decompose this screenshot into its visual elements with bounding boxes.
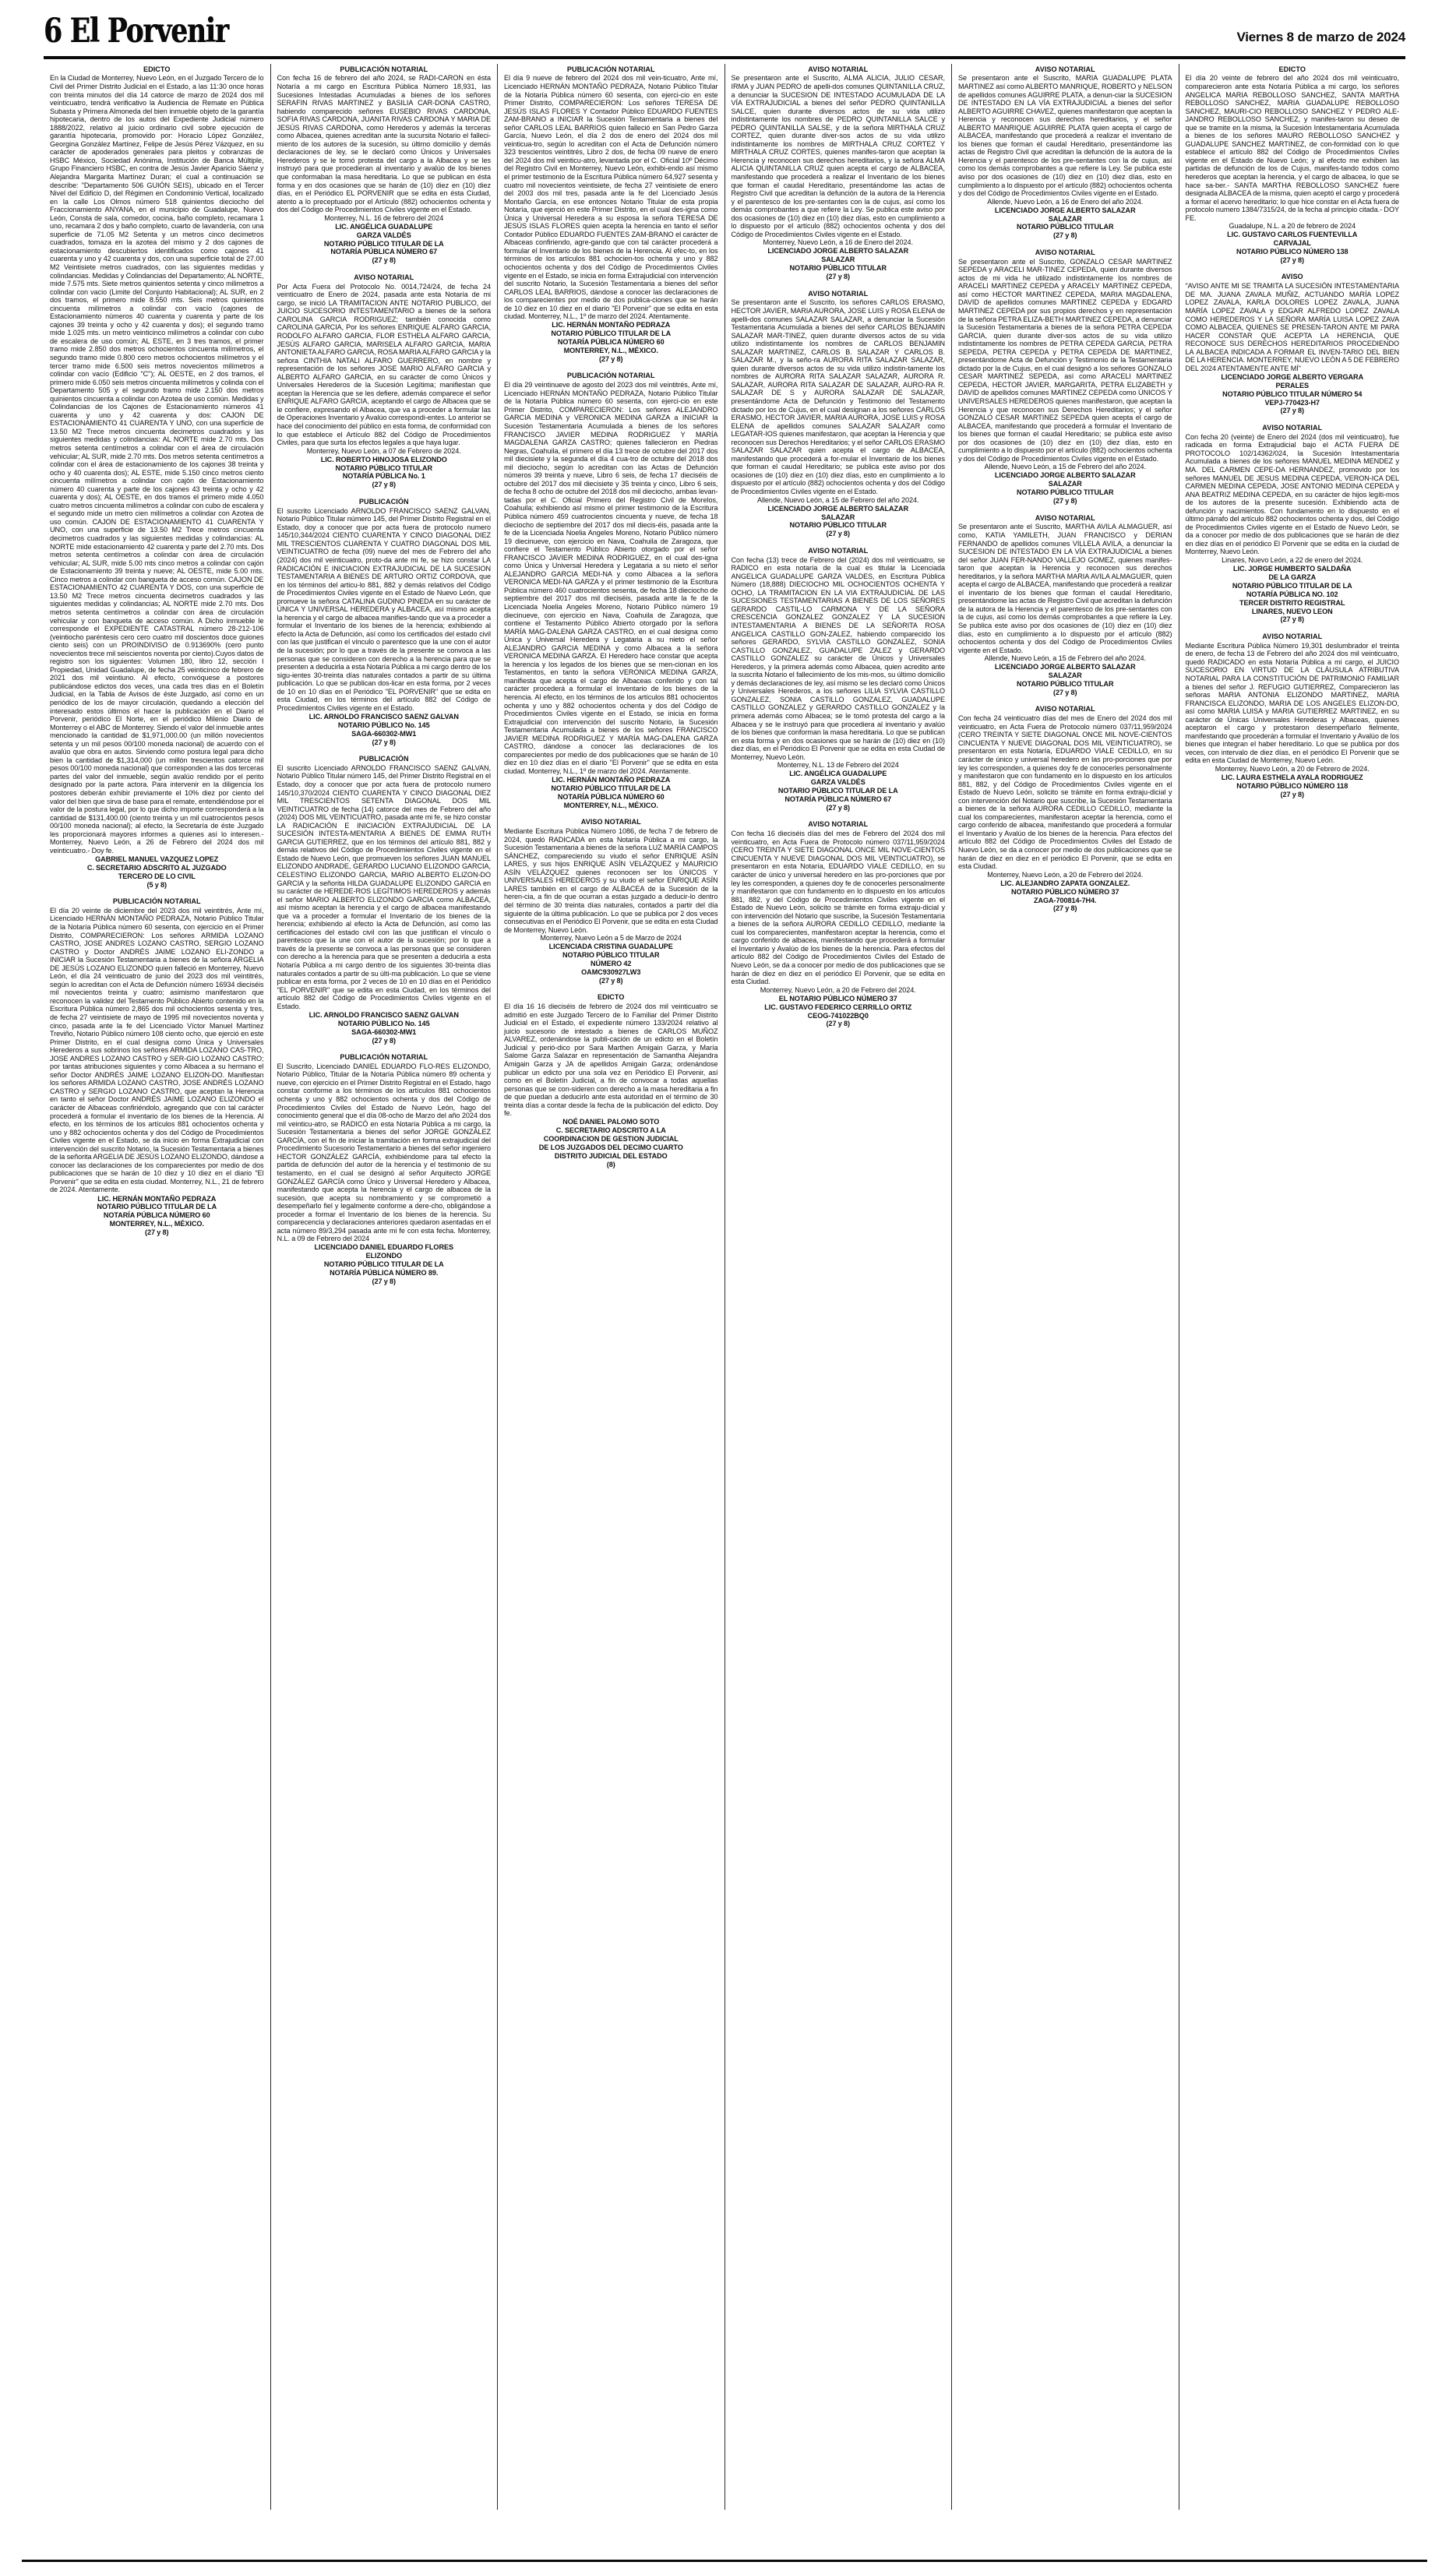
notice-dateline: Monterrey, Nuevo León, a 20 de Febrero del 2024. bbox=[760, 985, 916, 994]
notice-separator bbox=[504, 985, 718, 992]
notice-signature-block bbox=[1186, 231, 1400, 265]
signature-line: (27 y 8) bbox=[598, 354, 623, 363]
notice-body: Se presentaron ante el Suscrito, MARTHA AVILA ALMAGUER, así como, KATIA YAMILETH, JUAN FRANCISCO y DERIAN FERNANDO de apellidos comunes VILLELA AVILA, a denunciar la SUCESION DE INTESTADO EN LA VÍA EXTRAJUDICIAL a bienes del señor JUAN FER-NANDO VALLEJO GOMEZ, quienes manifes-taron que aceptan la Herencia y reconocen sus derechos hereditarios, y la señora MARTHA MARIA AVILA ALMAGUER, quien acepta el cargo de ALBACEA, manifestando que procederá a realizar el inventario de los bienes que forman el caudal Hereditario, presentándome las actas de Registro Civil que acreditan la defunción de la autora de la Herencia y el parentesco de los pre-sentantes con la de cujus, así como los demás comprobantes a que refiere la Ley. Se publica este aviso por dos ocasiones de (10) diez en (10) diez días, esto en cumplimiento a lo dispuesto por el artículo (882) ochocientos ochenta y dos del Código de Procedimientos Civiles vigente en el Estado. bbox=[958, 523, 1172, 654]
masthead-date: Viernes 8 de marzo de 2024 bbox=[1236, 30, 1405, 44]
notice-signature-block bbox=[277, 1010, 492, 1045]
signature-line: GARZA VALDÉS bbox=[356, 231, 411, 239]
notice-body: Con fecha 16 de febrero del año 2024, se RADI-CARON en ésta Notaría a mi cargo en Escritura Pública Número 18,931, las Sucesiones Intestadas Acumuladas a bienes de los señores SERAFIN RIVAS MARTINEZ y BASILIA CAR-DONA CASTRO, habiendo comparecido señores EUSEBIO RIVAS CARDONA, SOFIA RIVAS CARDONA, JUANITA RIVAS CARDONA Y MARIA DE JESÚS RIVAS CARDONA, como Herederos y además la terceras como Albacea, quienes acreditan ante la sucursita Notario el falleci-miento de los autores de la sucesión, su último domicilio y demás declaraciones de ley, se le declaró como Únicos y Universales Herederos y se le tomó protesta del cargo a la Albacea y se les instruyó para que procedieran al inventario y avalúo de los bienes que conformaban la masa hereditaria. Lo que se publican en ésta forma y en dos ocasiones que se harán de (10) diez en (10) diez días, en el Periódico EL PORVENIR que se edita en ésta Ciudad, atento a lo preceptuado por el Artículo (882) ochocientos ochenta y dos del Código de Procedimientos Civiles vigente en el Estado. bbox=[277, 74, 491, 214]
classified-column-body bbox=[50, 64, 264, 1244]
signature-line: (8) bbox=[606, 1160, 615, 1168]
notice-dateline: Monterrey, N.L. 13 de Febrero del 2024 bbox=[777, 761, 899, 770]
signature-line: NOTARIO PÚBLICO TITULAR DE LA bbox=[323, 1260, 444, 1269]
notice-signature-block bbox=[277, 1243, 492, 1286]
notice-separator bbox=[277, 747, 492, 754]
notice-heading: AVISO NOTARIAL bbox=[1035, 513, 1095, 522]
signature-line: NOTARIO PÚBLICO TITULAR bbox=[1016, 223, 1114, 231]
notice-signature-block bbox=[277, 222, 492, 265]
notice-dateline: Monterrey, Nuevo León a 5 de Marzo de 2024 bbox=[540, 934, 682, 943]
signature-line: (27 y 8) bbox=[1052, 904, 1077, 913]
signature-line: NOTARIO PÚBLICO TITULAR NÚMERO 54 bbox=[1222, 389, 1363, 398]
signature-line: NOTARIO PÚBLICO NÚMERO 118 bbox=[1236, 781, 1349, 790]
signature-line: (27 y 8) bbox=[826, 1020, 851, 1028]
signature-line: VEPJ-770423-H7 bbox=[1264, 398, 1320, 407]
signature-line: (27 y 8) bbox=[826, 803, 851, 812]
classified-column-body bbox=[732, 64, 946, 1035]
notice-signature-block bbox=[277, 712, 492, 746]
signature-line: NOTARIO PÚBLICO No. 145 bbox=[337, 1019, 430, 1027]
notice-heading: EDICTO bbox=[143, 65, 171, 73]
signature-line: NOTARIO PÚBLICO TITULAR bbox=[1016, 680, 1114, 689]
signature-line: MONTERREY, N.L., MÉXICO. bbox=[563, 801, 658, 809]
signature-line: (27 y 8) bbox=[372, 256, 397, 265]
notice-separator bbox=[732, 281, 946, 288]
notice-dateline: Monterrey, Nuevo León, a 20 de Febrero del 2024. bbox=[987, 870, 1144, 879]
notice-heading: PUBLICACIÓN NOTARIAL bbox=[340, 1052, 428, 1061]
signature-line: DISTRITO JUDICIAL DEL ESTADO bbox=[554, 1151, 668, 1160]
signature-line: (5 y 8) bbox=[146, 880, 167, 889]
signature-line: (27 y 8) bbox=[1052, 497, 1077, 506]
signature-line: LICENCIADO JORGE ALBERTO SALAZAR bbox=[994, 663, 1136, 671]
notice-heading: PUBLICACIÓN NOTARIAL bbox=[112, 897, 201, 905]
notice-body: El día 29 veintinueve de agosto del 2023 dos mil veintitrés, Ante mí, Licenciado HERNÁN MONTAÑO PEDRAZA, Notario Público Titular de la Notaría Pública número 60 sesenta, con ejerci-cio en este Primer Distrito, COMPARECIERON: Los señores ALEJANDRO GARCIA MEDINA y VERONICA MEDINA GARZA a INICIAR la Sucesión Testamentaria Acumulada a bienes de los señores FRANCISCO JAVIER MEDINA RODRIGUEZ Y MARÍA MAGDALENA GARZA CASTRO; quienes fallecieron en Piedras Negras, Coahuila, el primero el día 13 trece de octubre del 2017 dos mil diecisiete y la segunda el día 4 cua-tro de octubre del 2018 dos mil dieciocho, según lo acreditan con las Actas de Defunción números 39 treinta y nueve, Libro 6 seis, de fecha 17 dieciséis de octubre del 2017 dos mil diecisiete y 35 treinta y cinco, Libro 6 seis, de fecha 8 ocho de octubre del 2018 dos mil dieciocho, ambas levan-tadas por el C. Oficial Primero del Registro Civil de Morelos, Coahuila; exhibiendo así mismo el primer testimonio de la Escritura Pública número 459 cuatrocientos cincuenta y nueve, de fecha 18 dieciocho de septiembre del 2017 dos mil diecis-éis, pasada ante la fe de la Licenciada Noelia Angeles Moreno, Notario Público número 19 diecinueve, con ejercicio en Nava, Coahuila de Zaragoza, que confiere el Testamento Público Abierto otorgado por el señor FRANCISCO JAVIER MEDINA RODRIGUEZ, en el cual des-igna como Única y Universal Heredera y Legataria a su nieto el señor ALEJANDRO GARCIA MEDI-NA y como Albacea a la señora VERONICA MEDI-NA GARZA y el primer testimonio de la Escritura Pública número 460 cuatrocientos sesenta, de fecha 18 dieciocho de septiembre del 2017 dos mil dieciséis, pasada ante la fe de la Licenciada Noelia Angeles Moreno, Notario Público número 19 diecinueve, con ejercicio en Nava, Coahuila de Zaragoza, que contiene el Testamento Público Abierto otorgado por la señora MARÍA MAG-DALENA GARZA CASTRO, en el cual designa como Única y Universal Heredera y Legataria a su nieto el señor ALEJANDRO GARCIA MEDINA y como Albacea a la señora VERONICA MEDINA GARZA. El Heredero hace constar que acepta la herencia y los legados de los bienes que se men-cionan en los Testamentos, en tanto la señora VERONICA MEDINA GARZA, manifiesta que acepta el cargo de Albaceas conferido y con tal carácter procederá a formular el Inventario de los bienes de la herencia. Al efecto, en los términos de los artículos 881 ochocientos ochenta y uno y 882 ochocientos ochenta y dos del Código de Procedimientos Civiles vigente en el Estado, se inicia en forma Extrajudicial con intervención del suscrito Notario, la Sucesión Testamentaria Acumulada a bienes de los señores FRANCISCO JAVIER MEDINA RODRIGUEZ Y MARÍA MAG-DALENA GARZA CASTRO, dándose a conocer las declaraciones de los comparecientes por medio de dos publicaciones que se harán de 10 diez en 10 diez días en el diario "El Porvenir" que se edita en esta ciudad. Monterrey, N.L., 1º de marzo del 2024. Atentamente. bbox=[504, 381, 718, 775]
signature-line: SAGA-660302-MW1 bbox=[351, 1027, 417, 1036]
signature-line: (27 y 8) bbox=[1280, 407, 1305, 415]
signature-line: DE LA GARZA bbox=[1268, 573, 1317, 581]
notice-body: El día 16 16 dieciséis de febrero de 2024 dos mil veinticuatro se admitió en este Juzgado Tercero de lo Familiar del Primer Distrito Judicial en el Estado, el expediente número 133/2024 relativo al juicio sucesorio de intestado a bienes de CARLOS MUÑOZ ALVAREZ, ordenándose la publi-cación de un edicto en el Boletín Judicial y perió-dico por Sara Marthen Amigain Garza, y María Salome Garza Salazar en representación de Samantha Alejandra Amigain Garza y JA de apellidos Amigain Garza; ordenándose publicar un edicto por una sola vez en Periódico El Porvenir, así como en el Boletín Judicial, a fin de convocar a todas aquellas personas que se con-sideren con derecho a la masa hereditaria a fin de que puedan a deducirlo ante esta autoridad en el término de 30 treinta días a contar desde la fecha de la publicación del edicto. Doy fe. bbox=[504, 1003, 718, 1118]
signature-line: MONTERREY, N.L., MÉXICO. bbox=[109, 1220, 204, 1228]
signature-line: (27 y 8) bbox=[372, 1036, 397, 1045]
notice-body: Con fecha 24 veinticuatro días del mes de Enero del 2024 dos mil veinticuatro, en Acta Fuera de Protocolo número 037/11,959/2024 (CERO TREINTA Y SIETE DIAGONAL ONCE MIL NOVE-CIENTOS CINCUENTA Y NUEVE DIAGONAL DOS MIL VEINTICUATRO), se presentaron en esta Notaría, EDUARDO VIALE CEDILLO, en su carácter de único y universal heredero en las pro-porciones que por ley les corresponden, a quienes doy fe de conocerles personalmente y manifestaron que con fundamento en lo dispuesto en los artículos 881, 882, y del Código de Procedimientos Civiles vigente en el Estado de Nuevo León, solicito se trámite en forma extraju-dicial y con intervención del Notario que suscribe, la Sucesión Testamentaria a bienes de la señora AURORA CEDILLO CEDILLO, mediante la cual los comparecientes, manifestaron aceptar la herencia, como el cargo conferido de albacea, manifestando que procederá a formular el Inventario y Avalúo de los bienes de la herencia. Para efectos del artículo 882 del Código de Procedimientos Civiles del Estado de Nuevo León, se da a conocer por medio de dos publicaciones que se harán de diez en diez en el periódico El Porvenir, que se edita en esta Ciudad. bbox=[958, 714, 1172, 871]
notice-dateline: Allende, Nuevo León, a 15 de Febrero del año 2024. bbox=[984, 463, 1147, 471]
classified-column-6 bbox=[1179, 64, 1406, 2510]
notice-dateline: Monterrey, Nuevo León, a 07 de Febrero de 2024. bbox=[306, 446, 461, 455]
signature-line: LIC. JORGE HUMBERTO SALDAÑA bbox=[1233, 565, 1352, 573]
signature-line: DE LOS JUZGADOS DEL DECIMO CUARTO bbox=[538, 1144, 683, 1151]
notice-separator bbox=[277, 1286, 492, 1293]
notice-signature-block bbox=[958, 206, 1172, 240]
signature-line: NOTARIO PÚBLICO TITULAR DE LA bbox=[97, 1203, 217, 1211]
signature-line: (27 y 8) bbox=[372, 1277, 397, 1285]
notice-body: Con fecha 20 (veinte) de Enero del 2024 (dos mil veinticuatro), fue radicada en forma Extrajudicial bajo el ACTA FUERA DE PROTOCOLO 102/14362/024, la Sucesión Intestamentaria Acumulada a bienes de los señores MANUEL MEDINA MENDEZ y MA. DEL CARMEN CEPE-DA HERNANDEZ, promovido por los señores MANUEL DE JESUS MEDINA CEPEDA, VERON-ICA DEL CARMEN MEDINA CEPEDA, JOSE ANTONIO MEDINA CEPEDA y ANA BEATRIZ MEDINA CEPEDA, en su carácter de hijos legíti-mos de los autores de la presente sucesión. Exhibiendo acta de defunción y nacimientos. Con fundamento en lo dispuesto en el último párrafo del artículo 882 ochocientos ochenta y dos, del Código de Procedimientos Civiles vigente en el Estado de Nuevo León, se da a conocer por medio de dos publicaciones que se harán de diez en diez días en el periódico El Porvenir que se edita en la ciudad de Monterrey, Nuevo León. bbox=[1185, 432, 1399, 556]
notice-heading: AVISO NOTARIAL bbox=[808, 65, 869, 73]
signature-line: LIC. HERNÁN MONTAÑO PEDRAZA bbox=[97, 1194, 217, 1203]
classified-column-body bbox=[277, 64, 492, 1293]
signature-line: NOTARÍA PÚBLICA NÚMERO 60 bbox=[103, 1211, 210, 1220]
classified-column-body bbox=[504, 64, 718, 1176]
notice-heading: AVISO bbox=[1281, 273, 1303, 281]
signature-line: NOTARÍA PÚBLICA No. 1 bbox=[342, 472, 425, 481]
signature-line: NOTARIO PÚBLICO TITULAR DE LA bbox=[777, 787, 898, 795]
signature-line: LIC. LAURA ESTHELA AYALA RODRIGUEZ bbox=[1221, 774, 1363, 782]
signature-line: LICENCIADA CRISTINA GUADALUPE bbox=[548, 943, 673, 951]
signature-line: (27 y 8) bbox=[1052, 231, 1077, 240]
signature-line: GARZA VALDÉS bbox=[810, 778, 866, 787]
notice-separator bbox=[277, 265, 492, 272]
notice-heading: EDICTO bbox=[598, 993, 625, 1002]
notice-separator bbox=[958, 913, 1172, 920]
signature-line: COORDINACION DE GESTION JUDICIAL bbox=[543, 1135, 679, 1144]
notice-signature-block bbox=[504, 1118, 718, 1169]
notice-body: El suscrito Licenciado ARNOLDO FRANCISCO SAENZ GALVAN, Notario Público Titular número 145, del Primer Distrito Registral en el Estado, doy a conocer que por acta fuera de protocolo numero 145/10,370/2024 CIENTO CUARENTA Y CINCO DIAGONAL DIEZ MIL TRESCIENTOS SETENTA DIAGONAL DOS MIL VEINTICUATRO de fecha (14) catorce del mes de Febrero del año (2024) DOS MIL VEINTICUATRO, pasada ante mi fe, se hizo constar LA RADICACIÓN E INICIACIÓN EXTRAJUDICIAL DE LA SUCESIÓN INTESTA-MENTARIA A BIENES DE EMMA RUTH GARCIA GUTIERREZ, que en los términos del artículo 881, 882 y demás relativos del Código de Procedimientos Civiles vigente en el Estado de Nuevo León, que promueven los señores JUAN MANUEL ELIZONDO ANDRADE, GERARDO LUCIANO ELIZONDO GARCIA, CELESTINO ELIZONDO GARCIA, MARIO ALBERTO ELIZON-DO GARCIA y la señorita HILDA GUADALUPE ELIZONDO GARCIA en su carácter de HEREDE-ROS LEGÍTIMOS HEREDEROS y además el señor MARIO ALBERTO ELIZONDO GARCIA como ALBACEA, así mismo aceptan la herencia y el cargo de albacea manifestando que va a proceder a formular el Inventario de los bienes de la herencia; exhibiendo al efecto la Acta de Defunción, así como las certificaciones del estado civil con las que justifican el vínculo o parentesco que la une con el autor de la sucesión; por lo que a través de la presente se convoca a las personas que se consideren con derecho a la herencia para que se presenten a deducirla a esta Notaría Pública a mi cargo dentro de los siguientes 30-treinta días naturales contados a partir de su últi-ma publicación. Lo que se viene publicar en esta forma, por 2 veces de 10 en 10 días en el Periódico "EL PORVENIR" que se edita en esta Ciudad, en los términos del artículo 882 del Código de Procedimientos Civiles vigente en el Estado. bbox=[277, 763, 491, 1010]
signature-line: NOTARIO PÚBLICO NÚMERO 37 bbox=[1011, 887, 1119, 896]
signature-line: LICENCIADO JORGE ALBERTO SALAZAR bbox=[994, 471, 1136, 480]
signature-line: NOTARÍA PÚBLICA NÚMERO 89. bbox=[330, 1269, 439, 1277]
notice-separator bbox=[1186, 265, 1400, 272]
notice-heading: AVISO NOTARIAL bbox=[1035, 65, 1095, 73]
signature-line: SAGA-660302-MW1 bbox=[351, 729, 417, 738]
notice-separator bbox=[277, 1045, 492, 1052]
signature-line: (27 y 8) bbox=[372, 738, 397, 746]
signature-line: (27 y 8) bbox=[598, 976, 623, 985]
notice-dateline: Monterrey, Nuevo León, a 20 de Febrero de 2024. bbox=[1215, 764, 1370, 773]
notice-body: Se presentaron ante el Suscrito, ALMA ALICIA, JULIO CESAR, IRMA y JUAN PEDRO de apelli-dos comunes QUINTANILLA CRUZ, a denunciar la SUCESION DE INTESTADO ACUMULADA DE LA VÍA EXTRAJUDICIAL a bienes del señor PEDRO QUINTANILLA SALCE, quien durante diversos actos de su vida utilizo indistintamente los nombres de PEDRO QUINTANILLA SALCE y PEDRO QUINTANILLA SALSE, y de la señora MIRTHALA CRUZ CORTEZ, quien durante diver-sos actos de su vida utilizo indistintamente los nombres de MIRTHALA CRUZ CORTEZ Y MIRTHALA CRUZ CORTES, quienes manifes-taron que aceptan la Herencia y reconocen sus derechos hereditarios, y la señora ALMA ALICIA QUINTANILLA CRUZ quien acepta el cargo de ALBACEA, manifestando que procederá a realizar el Inventario de los bienes que forman el caudal Hereditario, presentándome las actas de Registro Civil que acreditan la defunción de la autora de la Herencia y el parentesco de los pre-sentantes con la de cujus, así como los demás comprobantes a que refiere la Ley. Se publica este aviso por dos ocasiones de (10) diez en (10) diez días, esto en cumplimiento a lo dispuesto por el artículo (882) ochocientos ochenta y dos del Código de Procedimientos Civiles vigente en el Estado. bbox=[731, 74, 945, 238]
notice-separator bbox=[504, 810, 718, 817]
notice-heading: PUBLICACIÓN NOTARIAL bbox=[566, 372, 655, 380]
notice-heading: PUBLICACIÓN bbox=[358, 755, 409, 763]
masthead-rule bbox=[44, 56, 1405, 59]
classified-column-body bbox=[958, 64, 1172, 920]
notice-heading: PUBLICACIÓN bbox=[358, 497, 409, 506]
signature-line: (27 y 8) bbox=[826, 273, 851, 281]
masthead bbox=[22, 0, 1427, 51]
signature-line: SALAZAR bbox=[1048, 671, 1082, 680]
signature-line: NOTARIO PÚBLICO TITULAR bbox=[1016, 488, 1114, 497]
notice-dateline: Linares, Nuevo León, a 22 de enero del 2024. bbox=[1222, 555, 1363, 564]
notice-body: Mediante Escritura Pública Número 19,301 deslumbrador el treinta de enero, de fecha 13 de Febrero del año 2024 dos mil veinticuatro, quedó RADICADO en esta Notaría Pública a mi cargo, el JUICIO SUCESORIO EN VIRTUD DE LA CLÁUSULA ATRIBUTIVA NOTARIAL PARA LA CONSTITUCIÓN DE PATRIMONIO FAMILIAR a bienes del señor J. REFUGIO GUTIERREZ, Comparecieron las señoras MARIA ANTONIA ELIZONDO MARTINEZ, MARIA FRANCISCA ELIZONDO, MARIA DE LOS ANGELES ELIZON-DO, así como MARIA LUISA y MARIA GUTIERREZ MARTINEZ, en su carácter de Únicas Universales Herederas y Albaceas, quienes aceptaron el cargo y protestaron desempeñarlo fielmente, manifestando que procederán a formular el Inventario y Avalúo de los bienes que integran el haber hereditario. Lo que se publica por dos veces, con intervalo de diez días, en el periódico El Porvenir que se edita en esta Ciudad de Monterrey, Nuevo León. bbox=[1185, 641, 1399, 765]
signature-line: LIC. ROBERTO HINOJOSA ELIZONDO bbox=[320, 455, 447, 463]
classified-column-body bbox=[1186, 64, 1400, 806]
classified-column-1 bbox=[44, 64, 270, 2510]
signature-line: EL NOTARIO PÚBLICO NÚMERO 37 bbox=[778, 994, 897, 1003]
signature-line: (27 y 8) bbox=[1280, 615, 1305, 624]
notice-signature-block bbox=[504, 776, 718, 810]
notice-signature-block bbox=[277, 455, 492, 489]
notice-heading: AVISO NOTARIAL bbox=[1035, 248, 1095, 256]
signature-line: CARVAJAL bbox=[1273, 239, 1311, 248]
signature-line: NOTARIO PÚBLICO NÚMERO 138 bbox=[1236, 248, 1349, 256]
signature-line: LIC. GUSTAVO CARLOS FUENTEVILLA bbox=[1227, 231, 1358, 239]
notice-signature-block bbox=[504, 321, 718, 364]
classified-column-2 bbox=[270, 64, 498, 2510]
signature-line: SALAZAR bbox=[821, 513, 855, 521]
signature-line: TERCER DISTRITO REGISTRAL bbox=[1239, 598, 1345, 607]
notice-body: Con fecha 16 dieciséis días del mes de Febrero del 2024 dos mil veinticuatro, en Acta Fuera de Protocolo número 037/11,959/2024 (CERO TREINTA Y SIETE DIAGONAL ONCE MIL NOVE-CIENTOS CINCUENTA Y NUEVE DIAGONAL DOS MIL VEINTICUATRO), se presentaron en esta Notaría, EDUARDO VIALE CEDILLO, en su carácter de único y universal heredero en las pro-porciones que por ley les corresponden, a quienes doy fe de conocerles personalmente y manifestaron que con fundamento en lo dispuesto en los artículos 881, 882, y del Código de Procedimientos Civiles vigente en el Estado de Nuevo León, solicito se trámite en forma extraju-dicial y con intervención del Notario que suscribe, la Sucesión Testamentaria a bienes de la señora AURORA CEDILLO CEDILLO, mediante la cual los comparecientes, manifestaron aceptar la herencia, como el cargo conferido de albacea, manifestando que procederá a formular el Inventario y Avalúo de los bienes de la herencia. Para efectos del artículo 882 del Código de Procedimientos Civiles del Estado de Nuevo León, se da a conocer por medio de dos publicaciones que se harán de diez en diez en el periódico El Porvenir, que se edita en esta Ciudad. bbox=[731, 830, 945, 986]
signature-line: NOTARIO PÚBLICO TITULAR DE LA bbox=[323, 239, 444, 248]
notice-separator bbox=[958, 506, 1172, 513]
signature-line: OAMC930927LW3 bbox=[581, 967, 641, 976]
signature-line: LICENCIADO JORGE ALBERTO SALAZAR bbox=[767, 504, 909, 513]
signature-line: MONTERREY, N.L., MÉXICO. bbox=[563, 347, 658, 355]
signature-line: SALAZAR bbox=[1048, 480, 1082, 488]
notice-heading: PUBLICACIÓN NOTARIAL bbox=[566, 65, 655, 73]
signature-line: PERALES bbox=[1275, 381, 1310, 389]
notice-heading: AVISO NOTARIAL bbox=[808, 546, 869, 555]
notice-separator bbox=[732, 812, 946, 819]
signature-line: NOTARÍA PÚBLICA NÚMERO 60 bbox=[557, 338, 665, 347]
notice-dateline: Monterrey, Nuevo León, a 16 de Enero del 2024. bbox=[763, 238, 914, 247]
signature-line: LIC. ANGÉLICA GUADALUPE bbox=[789, 770, 887, 778]
signature-line: SALAZAR bbox=[821, 255, 855, 264]
signature-line: C. SECRETARIO ADSCRITO A LA bbox=[555, 1126, 666, 1135]
signature-line: LIC. ARNOLDO FRANCISCO SAENZ GALVAN bbox=[308, 712, 459, 721]
notice-heading: AVISO NOTARIAL bbox=[580, 818, 641, 826]
notice-signature-block bbox=[50, 855, 264, 889]
notice-signature-block bbox=[958, 471, 1172, 506]
signature-line: NOTARIO PÚBLICO TITULAR DE LA bbox=[551, 784, 672, 792]
masthead-title: 6 El Porvenir bbox=[44, 12, 228, 51]
signature-line: NOTARIO PÚBLICO TITULAR bbox=[562, 951, 660, 960]
notice-dateline: Allende, Nuevo León, a 15 de Febrero del año 2024. bbox=[756, 495, 919, 504]
notice-heading: EDICTO bbox=[1278, 65, 1306, 73]
signature-line: NOÉ DANIEL PALOMO SOTO bbox=[562, 1118, 660, 1126]
notice-heading: AVISO NOTARIAL bbox=[354, 273, 414, 281]
signature-line: LICENCIADO DANIEL EDUARDO FLORES bbox=[314, 1243, 453, 1252]
notice-signature-block bbox=[1186, 372, 1400, 415]
signature-line: (27 y 8) bbox=[826, 530, 851, 538]
notice-body: Se presentaron ante el Suscrito, GONZALO CESAR MARTINEZ SEPEDA y ARACELI MAR-TINEZ CEPEDA, quien durante diversos actos de mi vida he utilizado indistintamente los nombres de ARACELI MARTINEZ CEPEDA y ARACELY MARTINEZ CEPEDA, así como HECTOR MARTINEZ CEPEDA, MARIA MAGDALENA, DAVID de apellidos comunes MARTINEZ CEPEDA y EDGARD MARTINEZ CEPEDA por sus propios derechos y en representación de la señora PETRA ELIZA-BETH MARTINEZ CEPEDA, a denunciar la Sucesión Testamentaria a bienes de la señora PETRA CEPEDA GARCIA, quien durante diver-sos actos de su vida utilizo indistintamente los nombres de PETRA CEPEDA GARCIA, PETRA SEPEDA, PETRA CEPEDA y PETRA CEPEDA DE MARTINEZ, presentándome Acta de Defunción y Testimonio de la Testamentaria dictado por la de Cujus, en el cual designó a los señores GONZALO CESAR MARTINEZ SEPEDA, así como ARACELI MARTINEZ CEPEDA, HECTOR JAVIER, MARGARITA, PETRA ELIZABETH y DAVID de apellidos comunes MARTINEZ CEPEDA como ÚNICOS Y UNIVERSALES HEREDEROS quienes manifestaron, que aceptan la Herencia y que reconocen sus Derechos Hereditarios; y el señor GONZALO CESAR MARTINEZ SEPEDA quien acepta el cargo de ALBACEA, manifestando que procederá a formular el Inventario de los bienes que forman el caudal Hereditario; se publica este aviso por dos ocasiones de (10) diez en (10) diez días, esto en cumplimiento a lo dispuesto por el artículo (882) ochocientos ochenta y dos del Código de Procedimientos Civiles vigente en el Estado. bbox=[958, 257, 1172, 463]
notice-separator bbox=[958, 697, 1172, 704]
notice-body: "AVISO ANTE MI SE TRAMITA LA SUCESIÓN INTESTAMENTARIA DE MA. JUANA ZAVALA MUÑIZ, ACTUANDO MARÍA LOPEZ LOPEZ ZAVALA, KARLA DOLORES LOPEZ ZAVALA, JUANA MARÍA LOPEZ ZAVALA y EDGAR ALFREDO LOPEZ ZAVALA COMO HEREDEROS Y LA SEÑORA MARÍA LUISA LOPEZ ZAVA COMO ALBACEA, QUIENES SE PRESEN-TARON ANTE MI PARA HACER CONSTAR QUE ACEPTA LA HERENCIA, QUE RECONOCE SUS DERECHOS HEREDITARIOS PROCEDIENDO LA ALBACEA INDICADA A FORMAR EL INVEN-TARIO DEL BIEN DE LA HERENCIA. MONTERREY, NUEVO LEÓN A 5 DE FEBRERO DEL 2024 ATENTAMENTE ANTE MÍ" bbox=[1185, 282, 1399, 372]
signature-line: ZAGA-700814-7H4. bbox=[1033, 896, 1097, 904]
notice-body: En la Ciudad de Monterrey, Nuevo León, en el Juzgado Tercero de lo Civil del Primer Distrito Judicial en el Estado, a las 11:30 once horas con treinta minutos del día 14 catorce de marzo de 2024 dos mil veinticuatro, tendrá verificativo la Audiencia de Remate en Pública Subasta y Primera Almoneda del bien inmueble objeto de la garantía hipotecaria, dentro de los autos del Expediente Judicial número 1888/2022, relativo al juicio ordinario civil sobre ejecución de garantía hipotecaria, promovido por: Horacio López González, Georgina González Martínez, Felipe de Jesús Pérez Vázquez, en su carácter de apoderados generales para pleitos y cobranzas de HSBC México, Sociedad Anónima, Institución de Banca Múltiple, Grupo Financiero HSBC, en contra de Jesús Javier Aparicio Sáenz y Alejandra Margarita Martínez Duran; el cual a continuación se describe: "Departamento 506 GUIÓN SEIS), ubicado en el Tercer Nivel del Edificio D, del Régimen en Condominio Vertical, localizado en la calle Los Olmos número 518 quinientos dieciocho del Fraccionamiento ANYANA, en el municipio de Guadalupe, Nuevo León, Consta de sala, comedor, cocina, baño completo, recamara 1 uno, recamara 2 dos y baño completo, cuarto de lavandería, con una superficie de 71.05 M2 Setenta y un metros cinco decimetros cuadrados, tomaza en la azotea del mismo y 2 dos cajones de estacionamiento descubiertos identificados como cajones 41 cuarenta y uno y 42 cuarenta y dos, con una superficie total de 27.00 M2 Veintisiete metros cuadrados, con las siguientes medidas y colindancias. Medidas y Colindancias del Departamento; AL NORTE, mide 7.575 mts. Siete metros quinientos setenta y cinco milimetros a colindar con vacio (Limite del Conjunto Habitacional); AL SUR, en 2 dos tramos, el primero mide 8.550 mts. Seis metros quinientos cincuenta milímetros a colindar con vacío (cajones de Estacionamiento números 40 cuarenta y cuarenta y parte de los cajones 39 treinta y ocho y 42 cuarenta y dos); el segundo tramo mide 1.025 mts. un metro veinticinco milímetros a colindar con cubo de escalera de uso común; AL ESTE, en 3 tres tramos, el primer tramo mide 2.850 dos metros ochocientos cincuenta milímetros, el segundo tramo mide 0.800 cero metros ochocientos milímetros y el tercer tramo mide 6.500 seis metros novecientos milímetros a colindar con vacío (Edificio "C"); AL OESTE, en 2 dos tramos, el primero mide 6.050 seis metros cincuenta milímetros y colinda con el Departamento 505 y el segundo tramo mide 2.150 dos metros quinientos cincuenta a colindar con Azotea de uso común. Medidas y Colindancias de los Cajones de Estacionamiento números 41 cuarenta y uno y 42 cuarenta y dos: CAJON DE ESTACIONAMIENTO 41 CUARENTA Y UNO, con una superficie de 13.50 M2 Trece metros cincuenta decimetros cuadrados y las siguientes medidas y colindancias: AL NORTE mide 2.70 mts. Dos metros setenta centímetros a colindar con el área de circulación vehicular; AL SUR, mide 2.70 mts. Dos metros setenta centímetros a colindar con el área de estacionamiento de los cajones 38 treinta y ocho y 40 cuarenta dos); AL ESTE, mide 5.150 cinco metros ciento cincuenta milímetros a colindar con cajón de Estacionamiento número 40 cuarenta y parte de los cajones 43 treinta y ocho y 42 cuarenta y dos); AL OESTE, en dos tramos el primero mide 4.050 cuatro metros cincuenta milímetros a colindar con cubo de escalera y el segundo mide un metro cien milímetros a colindar con Azotea de uso común. CAJON DE ESTACIONAMIENTO 41 CUARENTA Y UNO, con una superficie de 13.50 M2 Trece metros cincuenta decimetros cuadrados y las siguientes medidas y colindancias: AL NORTE mide estacionamiento 42 cuarenta y parte del 2.70 mts. Dos metros setenta centímetros a colindar con área de circulación vehicular; AL SUR, mide 5.00 mts cinco metros a colindar con cajón de Estacionamiento 39 treinta y nueve; AL OESTE, mide 5.00 mts. Cinco metros a colindar con banqueta de acceso común. CAJON DE ESTACIONAMIENTO 42 CUARENTA Y DOS, con una superficie de 13.50 M2 Trece metros cincuenta decimetros cuadrados y las siguientes medidas y colindancias; AL NORTE mide 2.70 mts. Dos metros setenta centímetros a colindar con área de circulación vehicular y con banqueta de acceso común. A Dicho inmueble le corresponde el EXPEDIENTE CATASTRAL número 28-212-106 (veintiocho paréntesis cero cero cuatro mil doscientos doce guiones ciento seis) con un PROINDIVISO de 0.913690% (cero punto novecientos trece mil seiscientos noventa por ciento).Cuyos datos de registro son los siguientes: Volumen 180, libro 12, sección I Propiedad, Unidad Guadalupe, de fecha 25 veinticinco de febrero de 2021 dos mil veintiuno. Al efecto, convóquese a postores publicándose edictos dos veces, una cada tres dias en el Boletín Judicial, en la Tabla de Avisos de éste Juzgado, así como en un periódico de los de mayor circulación, quedando a elección del interesado estos últimos el hacer la publicación en el Diario el Porvenir, periódico El Norte, en el periódico Milenio Diario de Monterrey o el ABC de Monterrey. Siendo el valor del inmueble antes mencionado la cantidad de $1,971,000.00 (un millón novecientos setenta y un mil pesos 00/100 moneda nacional) de acuerdo con el avalúo que obra en autos. Sirviendo como postura legal para dicho bien la cantidad de $1,314,000 (un millón trescientos catorce mil pesos 00/100 moneda nacional) que corresponden a las dos terceras partes del valor del inmueble, según avalúo rendido por el perito designado por la parte actora. Para intervenir en la diligencia los postores deberán exhibir previamente el 10% diez por ciento del valor del bien que sirva de base para el remate, entendiéndose por el valor de la postura legal, por lo que dicho importe corresponderá a la cantidad de $131,400.00 (ciento treinta y un mil cuatrocientos pesos 00/100 moneda nacional); al efecto, la Secretaría de éste Juzgado les proporcionará mayores informes a quienes así lo interesen.-Monterrey, Nuevo León, a 26 de Febrero del 2024 dos mil veinticuatro.- Doy fe. bbox=[50, 74, 264, 855]
notice-separator bbox=[732, 538, 946, 545]
notice-signature-block bbox=[732, 994, 946, 1028]
notice-heading: AVISO NOTARIAL bbox=[1262, 632, 1323, 640]
notice-separator bbox=[504, 1169, 718, 1176]
notice-signature-block bbox=[958, 663, 1172, 697]
notice-signature-block bbox=[50, 1194, 264, 1237]
notice-signature-block bbox=[732, 770, 946, 812]
signature-line: GABRIEL MANUEL VAZQUEZ LOPEZ bbox=[95, 855, 219, 863]
signature-line: TERCERO DE LO CIVIL bbox=[118, 872, 196, 880]
notice-separator bbox=[732, 1028, 946, 1035]
signature-line: NOTARIO PÚBLICO TITULAR bbox=[789, 264, 887, 273]
signature-line: (27 y 8) bbox=[1280, 256, 1305, 265]
signature-line: LIC. GUSTAVO FEDERICO CERRILLO ORTIZ bbox=[764, 1003, 912, 1011]
signature-line: C. SECRETARIO ADSCRITO AL JUZGADO bbox=[86, 863, 227, 872]
notice-separator bbox=[277, 489, 492, 496]
signature-line: (27 y 8) bbox=[372, 481, 397, 489]
notice-signature-block bbox=[958, 879, 1172, 913]
notice-dateline: Guadalupe, N.L. a 20 de febrero de 2024 bbox=[1229, 222, 1356, 231]
notice-dateline: Monterrey, N.L. 16 de febrero del 2024 bbox=[324, 213, 444, 222]
notice-signature-block bbox=[732, 504, 946, 538]
signature-line: LICENCIADO JORGE ALBERTO SALAZAR bbox=[767, 247, 909, 255]
signature-line: LIC. HERNÁN MONTAÑO PEDRAZA bbox=[552, 776, 671, 784]
signature-line: LIC. ANGÉLICA GUADALUPE bbox=[335, 222, 433, 231]
signature-line: NOTARÍA PÚBLICA NÚMERO 60 bbox=[557, 792, 665, 801]
signature-line: SALAZAR bbox=[1048, 214, 1082, 223]
signature-line: (27 y 8) bbox=[1052, 688, 1077, 696]
signature-line: LICENCIADO JORGE ALBERTO SALAZAR bbox=[994, 206, 1136, 214]
signature-line: LIC. ALEJANDRO ZAPATA GONZALEZ. bbox=[1000, 879, 1130, 887]
notice-signature-block bbox=[1186, 774, 1400, 799]
signature-line: NOTARÍA PÚBLICA NÚMERO 67 bbox=[784, 795, 892, 804]
notice-separator bbox=[1186, 624, 1400, 631]
notice-heading: PUBLICACIÓN NOTARIAL bbox=[340, 65, 428, 73]
notice-heading: AVISO NOTARIAL bbox=[808, 289, 869, 298]
notice-separator bbox=[504, 364, 718, 371]
notice-body: El día 20 veinte de diciembre del 2023 dos mil veintitrés, Ante mí, Licenciado HERNÁN MONTAÑO PEDRAZA, Notario Público Titular de la Notaría Pública número 60 sesenta, con ejercicio en el Primer Distrito, COMPARECIERON: Los señores ARMIDA LOZANO CASTRO, JOSE ANDRES LOZANO CASTRO, SERGIO LOZANO CASTRO y Doctor ANDRÉS JAIME LOZANO ELI-ZONDO a INICIAR la Sucesión Testamentaria a bienes de la señora ARGELIA DE JESÚS LOZANO ELIZONDO quien falleció en Monterrey, Nuevo León, el día 24 veinticuatro de junio del 2023 dos mil veintitrés, según lo acreditan con el Acta de Defunción número 16934 dieciséis mil novecientos treinta y cuatro; asimismo manifestaron que reconocen la validez del Testamento Público Abierto contenido en la Escritura Pública número 2,865 dos mil ochocientos sesenta y tres, de fecha 27 veintisiete de mayo de 1995 mil novecientos noventa y cinco, pasada ante la fe del Licenciado Víctor Manuel Martínez Treviño, Notario Público número 108 ciento ocho, que ejerció en este Primer Distrito, en el cual designa como Única y Universales Herederos a sus sobrinos los señores ARMIDA LOZANO CAS-TRO, JOSE ANDRES LOZANO CASTRO y SER-GIO LOZANO CASTRO; por tantas atribuciones siguientes y como Albacea a su hermano el señor Doctor ANDRÉS JAIME LOZANO ELIZON-DO. Manifiestan los señores ARMIDA LOZANO CASTRO, JOSE ANDRÉS LOZANO CASTRO y SERGIO LOZANO CASTRO, que aceptan la Herencia en tanto el señor Doctor ANDRÉS JAIME LOZANO ELIZONDO el carácter de Albaceas confiriéndolo, agregando que con tal carácter procederá a formular el inventario de los bienes de la Herencia. Al efecto, en los términos de los artículos 881 ochocientos ochenta y uno y 882 ochocientos ochenta y dos del Código de Procedimientos Civiles vigente en el Estado, se da inicio en forma Extrajudicial con intervención del suscrito Notario, la Sucesión Testamentaria a bienes de la señorita ARGELIA DE JESÚS LOZANO ELIZONDO, dándose a conocer las declaraciones de los comparecientes por medio de dos publicaciones que se harán de 10 diez y 10 diez en el diario "El Porvenir" que se edita en esta ciudad. Monterrey, N.L., 21 de febrero de 2024. Atentamente. bbox=[50, 906, 264, 1194]
notice-body: El suscrito Licenciado ARNOLDO FRANCISCO SAENZ GALVAN, Notario Público Titular número 145, del Primer Distrito Registral en el Estado, doy a conocer que por acta fuera de protocolo numero 145/10,344/2024 CIENTO CUARENTA Y CINCO DIAGONAL DIEZ MIL TRESCIENTOS CUARENTA Y CUATRO DIAGONAL DOS MIL VEINTICUATRO de fecha (09) nueve del mes de Febrero del año (2024) dos mil veinticuatro, proto-da ante mi fe, se hizo constar LA RADICACIÓN E INICIACION EXTRAJUDICIAL DE LA SUCESION TESTAMENTARIA A BIENES DE ARTURO ORTIZ CORDOVA, que en los términos del articu-lo 881, 882 y demás relativos del Código de Procedimientos Civiles vigente en el Estado de Nuevo León, que promueve la señora CATALINA GUDINO PINEDA en su carácter de ÚNICA Y UNIVERSAL HEREDERA y ALBACEA, así mismo acepta la herencia y el cargo de albacea manifies-tando que va a proceder a formular el Inventario de los bienes de la herencia; exhibiendo al efecto la Acta de Defunción, así como los certificados del estado civil con las que justifican el vínculo o parentesco que la une con el autor de la sucesión; por lo que a través de la presente se convoca a las personas que se consideren con derecho a la herencia para que se presenten a deducirla a esta Notaría Pública a mi cargo dentro de los sigu-ientes 30-treinta días naturales contados a partir de su última publicación. Lo que se publican dos-licar en esta forma, por 2 veces de 10 en 10 días en el Periódico "EL PORVENIR" que se edita en esta Ciudad, en los términos del artículo 882 del Código de Procedimientos Civiles vigente en el Estado. bbox=[277, 506, 491, 712]
signature-line: CEOG-741022BQ0 bbox=[807, 1011, 869, 1020]
notice-body: Mediante Escritura Pública Número 1086, de fecha 7 de febrero de 2024, quedó RADICADA en esta Notaría Pública a mi cargo, la Sucesión Testamentaria a bienes de la señora LUZ MARÍA CAMPOS SÁNCHEZ, compareciendo su viudo el señor ENRIQUE ASÍN LARES, y sus hijos ENRIQUE ASÍN VELÁZQUEZ y MAURICIO ASÍN VELÁZQUEZ quienes reconocen ser los ÚNICOS Y UNIVERSALES HEREDEROS y su viudo el señor ENRIQUE ASÍN LARES también en el cargo de ALBACEA de la Sucesión de la heren-cia, a fin de que ocurran a estas juzgado a deducir-lo dentro del término de 30 treinta días naturales, contados a partir del día siguiente de la última publicación. Lo que se publica por 2 dos veces consecutivas en el Periódico El Porvenir, que se edita en esta Ciudad de Monterrey, Nuevo León. bbox=[504, 827, 718, 934]
signature-line: NOTARÍA PÚBLICA NÚMERO 67 bbox=[330, 248, 438, 256]
notice-separator bbox=[1186, 799, 1400, 806]
page-bottom-rule bbox=[22, 2560, 1427, 2562]
signature-line: (27 y 8) bbox=[144, 1228, 169, 1237]
notice-dateline: Allende, Nuevo León, a 16 de Enero del año 2024. bbox=[987, 197, 1144, 206]
signature-line: (27 y 8) bbox=[1280, 790, 1305, 798]
notice-separator bbox=[1186, 415, 1400, 422]
notice-heading: AVISO NOTARIAL bbox=[1262, 423, 1323, 432]
notice-separator bbox=[958, 240, 1172, 247]
notice-body: El día 9 nueve de febrero del 2024 dos mil vein-ticuatro, Ante mí, Licenciado HERNÁN MONTAÑO PEDRAZA, Notario Público Titular de la Notaría Pública número 60 sesenta, con ejerci-cio en este Primer Distrito, COMPARECIERON: Los señores TERESA DE JESÚS ISLAS FLORES Y Contador Público EDUARDO FUENTES ZAM-BRANO a INICIAR la Sucesión Testamentaria a bienes del señor CARLOS LEAL BARRIOS quien falleció en San Pedro Garza García, Nuevo León, el día 2 dos de enero del 2024 dos mil veinticua-tro, según lo acreditan con el Acta de Defunción número 323 trescientos veintitrés, Libro 2 dos, de fecha 09 nueve de enero del 2024 dos mil veinticu-atro, levantada por el C. Oficial 10º Décimo del Registro Civil en Monterrey, Nuevo León, exhibi-endo así mismo el primer testimonio de la Escritura Pública número 64,927 sesenta y cuatro mil novecientos veintisiete, de fecha 27 veintisiete de enero del 2003 dos mil tres, pasada ante la fe del Licenciado Jesús Montaño García, en ese entonces Notario Titular de esta propia Notaría, que ejerció en este Primer Distrito, en el cual des-igna como Única y Universal Heredera a su esposa la señora TERESA DE JESÚS ISLAS FLORES quien acepta la herencia en tanto el señor Contador Público EDUARDO FUENTES ZAM-BRANO el carácter de Albaceas confiriendo, agre-gando que con tal carácter procederá a formular el Inventario de los bienes de la Herencia. Al efec-to, en los términos de los artículos 881 ochocien-tos ochenta y uno y 882 ochocientos ochenta y dos del Código de Procedimientos Civiles vigente en el Estado, se inicia en forma Extrajudicial con intervención del suscrito Notario, la Sucesión Testamentaria a bienes del señor CARLOS LEAL BARRIOS, dándose a conocer las declaraciones de los comparecientes por medio de dos publica-ciones que se harán de 10 diez en 10 diez en el diario "El Porvenir" que se edita en esta ciudad. Monterrey, N.L., 1º de marzo del 2024. Atentamente. bbox=[504, 74, 718, 321]
notice-body: Por Acta Fuera del Protocolo No. 0014,724/24, de fecha 24 veinticuatro de Enero de 2024, pasada ante esta Notaría de mi cargo, se inició LA TRAMITACION ANTE NOTARIO PUBLICO, del JUICIO SUCESORIO INTESTAMENTARIO a bienes de la señora CAROLINA GARCIA RODRIGUEZ; también conocida como CAROLINA GARCIA, Por los señores ENRIQUE ALFARO GARCIA, RODOLFO ALFARO GARCIA, FLOR ESTHELA ALFARO GARCIA, JESÚS ALFARO GARCIA, MARISELA ALFARO GARCIA, MARIA ANTONIETA ALFARO GARCIA, ROSA MARIA ALFARO GARCIA y la señora CINTHIA NATALI ALFARO GUERRERO, en nombre y representación de los señores JOSE MARIO ALFARO GARCIA y ALBERTO ALFARO GARCIA, en su carácter de como Únicos y Universales Herederos de la Sucesión Legítima; manifiestan que aceptan la Herencia que se les defiere, además comparece el señor ENRIQUE ALFARO GARCIA, aceptando el cargo de Albacea que se le confiere, expresando el Albacea, que va a proceder a formular las de Operaciones Inventario y Avalúo correspondi-entes. Lo anterior se hace del conocimiento del público en esta forma, de conformidad con lo que establece el Artículo 882 del Código de Procedimientos Civiles, para que surta los efectos legales a que haya lugar. bbox=[277, 282, 491, 447]
notice-separator bbox=[50, 1237, 264, 1244]
signature-line: NOTARÍA PÚBLICA NO. 102 bbox=[1246, 590, 1338, 598]
classifieds-columns bbox=[44, 64, 1405, 2510]
classified-column-5 bbox=[951, 64, 1179, 2510]
signature-line: LICENCIADO JORGE ALBERTO VERGARA bbox=[1221, 372, 1364, 381]
classified-column-4 bbox=[724, 64, 952, 2510]
notice-signature-block bbox=[732, 247, 946, 281]
classified-column-3 bbox=[497, 64, 724, 2510]
notice-heading: AVISO NOTARIAL bbox=[1035, 705, 1095, 714]
notice-body: Se presentaron ante el Suscrito, MARIA GUADALUPE PLATA MARTINEZ así como ALBERTO MANRIQUE, ROBERTO y NELSON de apellidos comunes AGUIRRE PLATA, a denun-ciar la SUCESION DE INTESTADO EN LA VÍA EXTRAJUDICIAL a bienes del señor ALBERTO AGUIRRE CHAVEZ, quienes manifestaron que aceptan la Herencia y reconocen sus derechos hereditarios, y el señor ALBERTO MANRIQUE AGUIRRE PLATA quien acepta el cargo de ALBACEA, manifestando que procederá a realizar el inventario de los bienes que forman el caudal Hereditario, presentándome las actas de Registro Civil que acreditan la defunción de la autora de la Herencia y el parentesco de los pre-sentantes con la de cujus, así como los demás comprobantes a que refiere la Ley. Se publica este aviso por dos ocasiones de (10) diez en (10) diez días, esto en cumplimiento a lo dispuesto por el artículo (882) ochocientos ochenta y dos del Código de Procedimientos Civiles vigente en el Estado. bbox=[958, 74, 1172, 198]
signature-line: NOTARIO PÚBLICO No. 145 bbox=[337, 721, 430, 729]
notice-signature-block bbox=[504, 943, 718, 985]
notice-signature-block bbox=[1186, 565, 1400, 625]
notice-heading: AVISO NOTARIAL bbox=[808, 820, 869, 829]
notice-body: Se presentaron ante el Suscrito, los señores CARLOS ERASMO, HECTOR JAVIER, MARIA AURORA, JOSE LUIS y ROSA ELENA de apelli-dos comunes SALAZAR SALAZAR, a denunciar la Sucesión Testamentaria Acumulada a bienes del señor CARLOS BENJAMIN SALAZAR MAR-TINEZ, quien durante diversos actos de su vida utilizo indistintamente los nombres de CARLOS BENJAMIN SALAZAR MARTINEZ, CARLOS B. SALAZAR Y CARLOS B. SALAZAR M., y la seño-ra AURORA RITA SALAZAR SALAZAR, quien durante diversos actos de su vida utilizo indistin-tamente los nombres de AURORA RITA SALAZAR SALAZAR, AURORA R. SALAZAR, AURORA RITA SALAZAR DE SALAZAR, AURO-RA R. SALAZAR DE S y AURORA SALAZAR DE SALAZAR, presentándome Acta de Defunción y Testimonio del Testamento dictado por los de Cujus, en el cual designan a los señores CARLOS ERASMO, HECTOR JAVIER, MARIA AURORA, JOSE LUIS y ROSA ELENA de apellidos comunes SALAZAR SALAZAR como LEGATAR-IOS quienes manifestaron, que aceptan la Herencia y que reconocen sus Derechos Hereditarios; y el señor CARLOS ERASMO SALAZAR SALAZAR quien acepta el cargo de ALBACEA, manifestando que procederá a for-mular el Inventario de los bienes que forman el caudal Hereditario; se publica este aviso por dos ocasiones de (10) diez en (10) diez días, esto en cumplimiento a lo dispuesto por el artículo (882) ochocientos ochenta y dos del Código de Procedimientos Civiles vigente en el Estado. bbox=[731, 298, 945, 495]
signature-line: ELIZONDO bbox=[365, 1252, 403, 1260]
notice-body: Con fecha (13) trece de Febrero del (2024) dos mil veinticuatro, se RADICO en esta notaría de la cual es titular la Licenciada ANGELICA GUADALUPE GARZA VALDES, en Escritura Pública Número (18,888) DIECIOCHO MIL OCHOCIENTOS OCHENTA Y OCHO, LA TRAMITACION EN LA VIA EXTRAJUDICIAL DE LAS SUCESIONES TESTAMENTARIAS A BIENES DE LOS SEÑORES GERARDO CASTIL-LO CARMONA Y DE LA SEÑORA CRESCENCIA GONZALEZ GONZALEZ Y LA SUCESION INTESTAMENTARIA A BIENES DE LA SEÑORITA ROSA ANGELICA CASTILLO GON-ZALEZ, habiendo comparecido los señores GERARDO, SYLVIA CASTILLO GONZALEZ, SONIA CASTILLO GONZALEZ, GUADALUPE ZALEZ y GERARDO CASTILLO GONZALEZ su carácter de Únicos y Universales Herederos, y la primera además como Albacea, quien acredito ante la suscrita Notario el fallecimiento de los mis-mos, su último domicilio y demás declaraciones de ley, así mismo se les declaró como Únicos y Universales Herederos, a los señores LILIA SYLVIA CASTILLO GONZALEZ, SONIA CASTILLO GONZALEZ, GUADALUPE CASTILLO GONZALEZ y GERARDO CASTILLO GONZALEZ y la primera además como Albacea; se le tomó protesta del cargo a la Albacea y se le instruyó para que procediera al inventario y avalúo de los bienes que conforman la masa hereditaria. Lo que se publican en esta forma y en dos ocasiones que se harán de (10) diez en (10) diez días, en el Periódico El Porvenir que se edita en esta Ciudad de Monterrey, Nuevo León. bbox=[731, 555, 945, 761]
signature-line: LIC. HERNÁN MONTAÑO PEDRAZA bbox=[552, 321, 671, 329]
signature-line: LINARES, NUEVO LEON bbox=[1251, 607, 1333, 615]
signature-line: NÚMERO 42 bbox=[591, 960, 632, 967]
notice-body: El Suscrito, Licenciado DANIEL EDUARDO FLO-RES ELIZONDO, Notario Público, Titular de la Notaría Pública número 89 ochenta y nueve, con ejercicio en el Primer Distrito Registral en el Estado, hago constar conforme a los términos de los artículos 881 ochocientos ochenta y uno y 882 ochocientos ochenta y dos del Código de Procedimientos Civiles del Estado de Nuevo León, hago del conocimiento general que el día 08-ocho de Marzo del año 2024 dos mil veinticu-atro, se RADICÓ en esta Notaría Pública a mi cargo, la Sucesión Testamentaria a bienes del señor JORGE GONZÁLEZ GARCÍA, con el fin de iniciar la tramitación en forma extrajudicial del Procedimiento Sucesorio Testamentario a bienes del señor ingeniero HECTOR GONZÁLEZ GARCÍA, exhibiéndome para tal efecto la partida de defunción del autor de la herencia y el testimonio de su testamento, en el cual se designó al señor Arquitecto JORGE GONZÁLEZ GARCÍA como Único y Universal Heredero y Albacea, manifestando que acepta la herencia y el cargo de albacea de la sucesión, que acepta su nombramiento y se comprometió a desempeñarlo fiel y legalmente conforme a dere-cho, obligándose a proceder a formar el Inventario de los bienes de la herencia. Su comparecencia y declaraciones anteriores quedaron asentadas en el acta número 89/3,294 pasada ante mi fe con esta fecha. Monterrey, N.L. a 09 de Febrero del 2024 bbox=[277, 1062, 491, 1243]
signature-line: NOTARIO PÚBLICO TITULAR DE LA bbox=[551, 329, 672, 338]
signature-line: NOTARIO PÚBLICO TITULAR bbox=[335, 463, 433, 472]
signature-line: LIC. ARNOLDO FRANCISCO SAENZ GALVAN bbox=[308, 1010, 459, 1019]
notice-body: El día 20 veinte de febrero del año 2024 dos mil veinticuatro, comparecieron ante esta Notaría Pública a mi cargo, los señores ANGELICA MARIA REBOLLOSO SANCHEZ, SANTA MARTHA REBOLLOSO SANCHEZ, MARIA GUADALUPE REBOLLOSO SANCHEZ, MAURI-CIO REBOLLOSO SANCHEZ Y PEDRO ALE-JANDRO REBOLLOSO SANCHEZ, y manifes-taron su deseo de que se tramite en la misma, la Sucesión Intestamentaria Acumulada a bienes de los señores MAURO REBOLLOSO SANCHEZ y GUADALUPE SANCHEZ MARTINEZ, de con-formidad con lo que establece el artículo 882 del Código de Procedimientos Civiles vigente en el Estado de Nuevo León; y al efecto me exhiben las partidas de defunción de los de Cujus, manifes-tando todos como herederos que aceptan la herencia, y el cargo de albacea, lo que se hace sa-ber.- SANTA MARTHA REBOLLOSO SANCHEZ fuere designada ALBACEA de la misma, quien aceptó el cargo y procederá a formar el acervo hereditario; lo que hice constar en el Acta fuera de protocolo numero 1384/7315/24, de la fecha al principio citada.- DOY FE. bbox=[1185, 74, 1399, 222]
signature-line: NOTARIO PÚBLICO TITULAR bbox=[789, 521, 887, 530]
notice-dateline: Allende, Nuevo León, a 15 de Febrero del año 2024. bbox=[984, 654, 1147, 663]
notice-separator bbox=[50, 889, 264, 896]
signature-line: NOTARIO PÚBLICO TITULAR DE LA bbox=[1232, 581, 1352, 590]
